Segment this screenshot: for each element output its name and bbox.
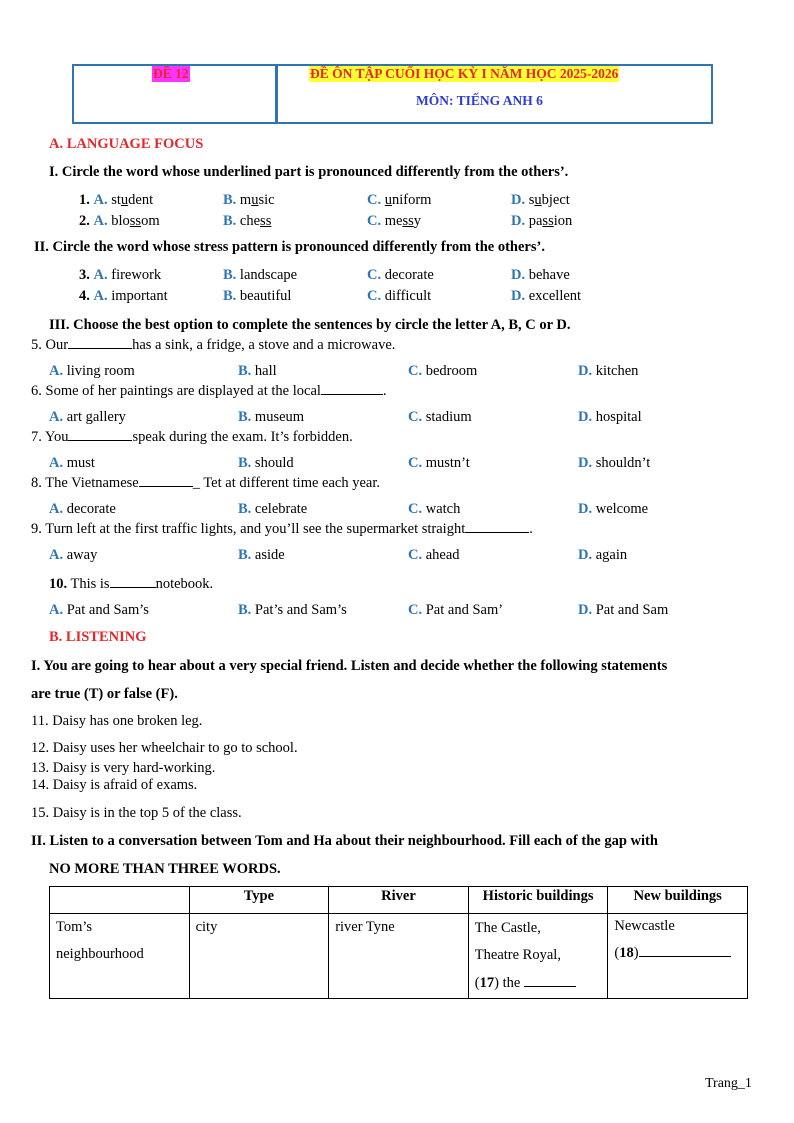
- table-row: [50, 914, 748, 999]
- question-9-stem: 9. Turn left at the first traffic lights, and you’ll see the supermarket straight .: [31, 521, 533, 537]
- table-header-empty: [50, 887, 190, 914]
- q10-option-b[interactable]: B. Pat’s and Sam’s: [238, 602, 347, 618]
- header-divider: [275, 66, 278, 122]
- table-header-row: [50, 887, 748, 914]
- q6-option-d[interactable]: D. hospital: [578, 409, 642, 425]
- q8-option-b[interactable]: B. celebrate: [238, 501, 308, 517]
- q3-option-d[interactable]: D. behave: [511, 267, 570, 283]
- q10-option-d[interactable]: D. Pat and Sam: [578, 602, 669, 618]
- listening-part2-instruction-line1: II. Listen to a conversation between Tom and Ha about their neighbourhood. Fill each of the gap with: [31, 833, 658, 849]
- part1-instruction: I. Circle the word whose underlined part is pronounced differently from the others’.: [49, 164, 569, 180]
- exam-title: ĐỀ ÔN TẬP CUỐI HỌC KỲ I NĂM HỌC 2025-2026: [310, 66, 619, 81]
- neighbourhood-table: [49, 886, 748, 999]
- question-10-stem: 10. This is notebook.: [49, 576, 214, 592]
- question-8-stem: 8. The Vietnamese _ Tet at different time each year.: [31, 475, 380, 491]
- part3-instruction: III. Choose the best option to complete the sentences by circle the letter A, B, C or D.: [49, 317, 571, 333]
- q8-option-c[interactable]: C. watch: [408, 501, 461, 517]
- q5-option-c[interactable]: C. bedroom: [408, 363, 478, 379]
- q1-option-d[interactable]: D. subject: [511, 192, 570, 208]
- section-a-title: A. LANGUAGE FOCUS: [49, 136, 204, 152]
- q10-option-c[interactable]: C. Pat and Sam’: [408, 602, 504, 618]
- q5-option-a[interactable]: A. living room: [49, 363, 135, 379]
- q4-option-b[interactable]: B. beautiful: [223, 288, 292, 304]
- q6-option-a[interactable]: A. art gallery: [49, 409, 126, 425]
- statement-13: 13. Daisy is very hard-working.: [31, 760, 216, 776]
- q2-option-d[interactable]: D. passion: [511, 213, 573, 229]
- q6-option-b[interactable]: B. museum: [238, 409, 305, 425]
- listening-part1-instruction-line1: I. You are going to hear about a very special friend. Listen and decide whether the following statements: [31, 658, 668, 674]
- q7-option-d[interactable]: D. shouldn’t: [578, 455, 651, 471]
- listening-part2-instruction-line2: NO MORE THAN THREE WORDS.: [49, 861, 281, 877]
- table-header-river: River: [329, 887, 469, 914]
- q2-option-b[interactable]: B. chess: [223, 213, 272, 229]
- q1-option-b[interactable]: B. music: [223, 192, 275, 208]
- table-header-historic: Historic buildings: [468, 887, 608, 914]
- question-3: 3. A. firework: [79, 267, 162, 283]
- river-cell: river Tyne: [329, 914, 469, 999]
- question-5-stem: 5. Our has a sink, a fridge, a stove and a microwave.: [31, 337, 396, 353]
- statement-14: 14. Daisy is afraid of exams.: [31, 777, 198, 793]
- page-number: Trang_1: [705, 1076, 752, 1091]
- exam-code: ĐỀ 12: [153, 66, 189, 81]
- q4-option-d[interactable]: D. excellent: [511, 288, 582, 304]
- statement-12: 12. Daisy uses her wheelchair to go to school.: [31, 740, 298, 756]
- q7-option-a[interactable]: A. must: [49, 455, 95, 471]
- q2-option-c[interactable]: C. messy: [367, 213, 421, 229]
- q9-option-c[interactable]: C. ahead: [408, 547, 460, 563]
- gap-18[interactable]: (18): [614, 936, 741, 970]
- q9-option-b[interactable]: B. aside: [238, 547, 285, 563]
- section-b-title: B. LISTENING: [49, 629, 147, 645]
- q7-option-b[interactable]: B. should: [238, 455, 294, 471]
- q9-option-d[interactable]: D. again: [578, 547, 628, 563]
- gap-17[interactable]: (17) the: [475, 970, 602, 996]
- q9-option-a[interactable]: A. away: [49, 547, 98, 563]
- new-buildings-cell: Newcastle (18): [608, 914, 748, 999]
- q4-option-c[interactable]: C. difficult: [367, 288, 432, 304]
- question-2: 2. A. blossom: [79, 213, 160, 229]
- historic-cell: The Castle, Theatre Royal, (17) the: [468, 914, 608, 999]
- q8-option-d[interactable]: D. welcome: [578, 501, 649, 517]
- q6-option-c[interactable]: C. stadium: [408, 409, 472, 425]
- question-7-stem: 7. You speak during the exam. It’s forbidden.: [31, 429, 353, 445]
- q5-option-d[interactable]: D. kitchen: [578, 363, 639, 379]
- statement-15: 15. Daisy is in the top 5 of the class.: [31, 805, 242, 821]
- q1-option-c[interactable]: C. uniform: [367, 192, 432, 208]
- type-cell: city: [189, 914, 329, 999]
- q8-option-a[interactable]: A. decorate: [49, 501, 116, 517]
- question-6-stem: 6. Some of her paintings are displayed at the local .: [31, 383, 387, 399]
- q5-option-b[interactable]: B. hall: [238, 363, 277, 379]
- row-label: Tom’s neighbourhood: [50, 914, 190, 999]
- q3-option-c[interactable]: C. decorate: [367, 267, 434, 283]
- table-header-type: Type: [189, 887, 329, 914]
- q7-option-c[interactable]: C. mustn’t: [408, 455, 470, 471]
- question-4: 4. A. important: [79, 288, 168, 304]
- question-1: 1. A. student: [79, 192, 154, 208]
- q3-option-b[interactable]: B. landscape: [223, 267, 298, 283]
- q10-option-a[interactable]: A. Pat and Sam’s: [49, 602, 149, 618]
- subject-title: MÔN: TIẾNG ANH 6: [416, 93, 543, 108]
- listening-part1-instruction-line2: are true (T) or false (F).: [31, 686, 178, 702]
- statement-11: 11. Daisy has one broken leg.: [31, 713, 203, 729]
- table-header-new: New buildings: [608, 887, 748, 914]
- part2-instruction: II. Circle the word whose stress pattern is pronounced differently from the others’.: [34, 239, 545, 255]
